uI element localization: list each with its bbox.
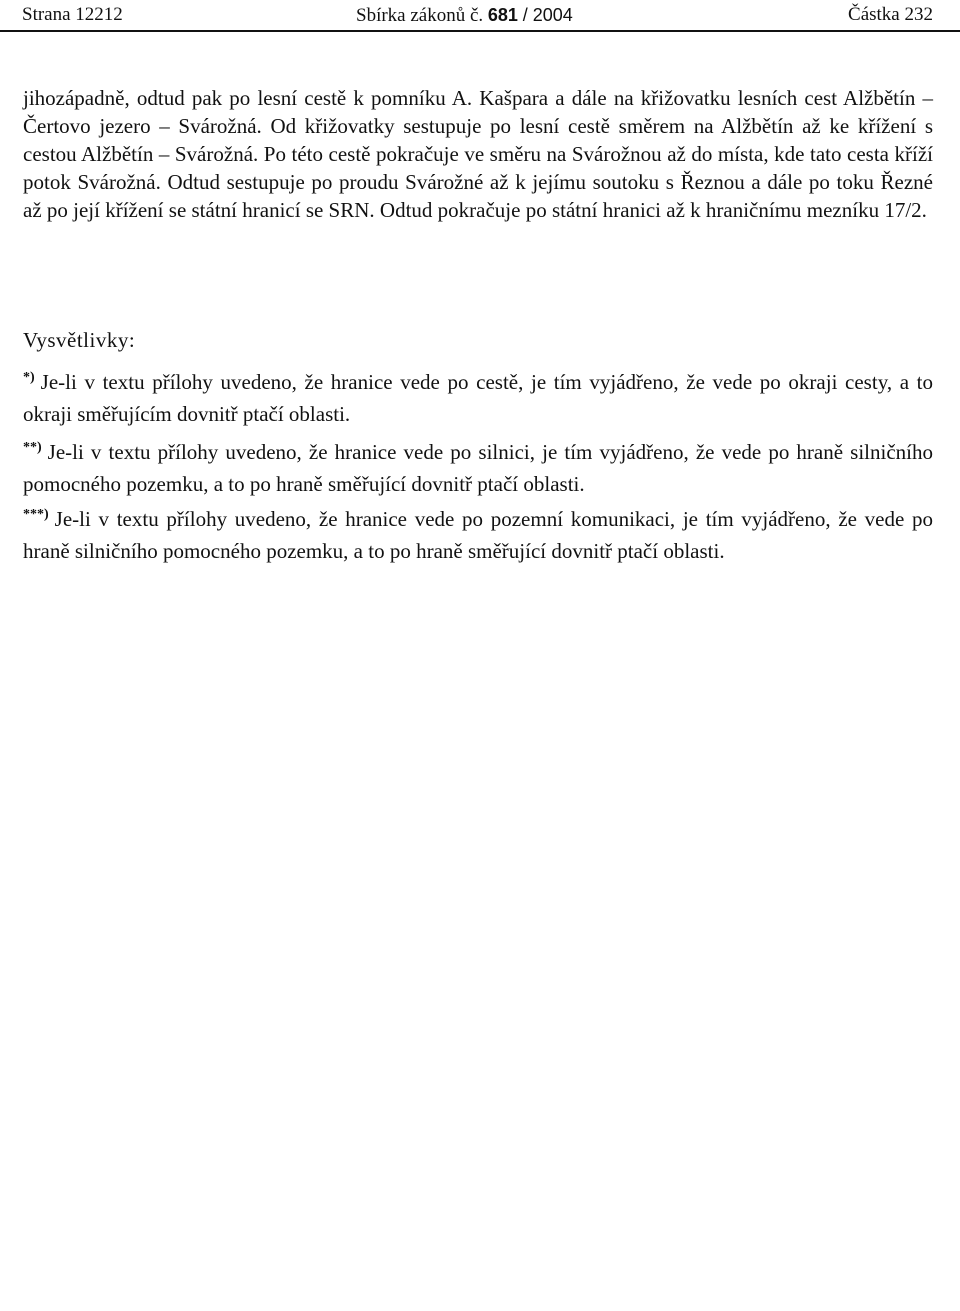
collection-reference — [356, 2, 573, 29]
page-number: Strana 12212 — [22, 4, 123, 25]
collection-prefix: Sbírka zákonů č. — [356, 5, 484, 26]
footnote-2 — [23, 438, 933, 498]
issue-number: Částka 232 — [848, 4, 933, 25]
footnote-text: Je-li v textu přílohy uvedeno, že hranice vede po pozemní komunikaci, je tím vyjádřeno, že vede po hraně silničního pomocného pozemku, a to po hraně směřující dovnitř ptačí oblasti. — [23, 507, 933, 563]
footnote-1 — [23, 368, 933, 428]
page-header — [22, 2, 933, 28]
footnote-text: Je-li v textu přílohy uvedeno, že hranice vede po cestě, je tím vyjádřeno, že vede po okraji cesty, a to okraji směřujícím dovnitř ptačí oblasti. — [23, 370, 933, 426]
legend-title: Vysvětlivky: — [23, 328, 136, 352]
body-paragraph: jihozápadně, odtud pak po lesní cestě k pomníku A. Kašpara a dále na křižovatku lesních cest Alžbětín – Čertovo jezero – Svárožná. Od křižovatky sestupuje po lesní cestě směrem na Alžbětín až ke křížení s cestou Alžbětín – Svárožná. Po této cestě pokračuje ve směru na Svárožnou až do místa, kde tato cesta kříží potok Svárožná. Odtud sestupuje po proudu Svárožné až k jejímu soutoku s Řeznou a dále po toku Řezné až po její křížení se státní hranicí se SRN. Odtud pokračuje po státní hranici až k hraničnímu mezníku 17/2. — [23, 86, 933, 222]
footnote-3 — [23, 505, 933, 565]
collection-number: 681 — [487, 5, 518, 25]
footnote-marker: *) — [23, 370, 35, 385]
header-rule — [0, 30, 960, 32]
footnote-text: Je-li v textu přílohy uvedeno, že hranice vede po silnici, je tím vyjádřeno, že vede po hraně silničního pomocného pozemku, a to po hraně směřující dovnitř ptačí oblasti. — [23, 440, 933, 496]
collection-year: / 2004 — [522, 5, 573, 25]
footnote-marker: ***) — [23, 507, 49, 522]
footnote-marker: **) — [23, 440, 42, 455]
